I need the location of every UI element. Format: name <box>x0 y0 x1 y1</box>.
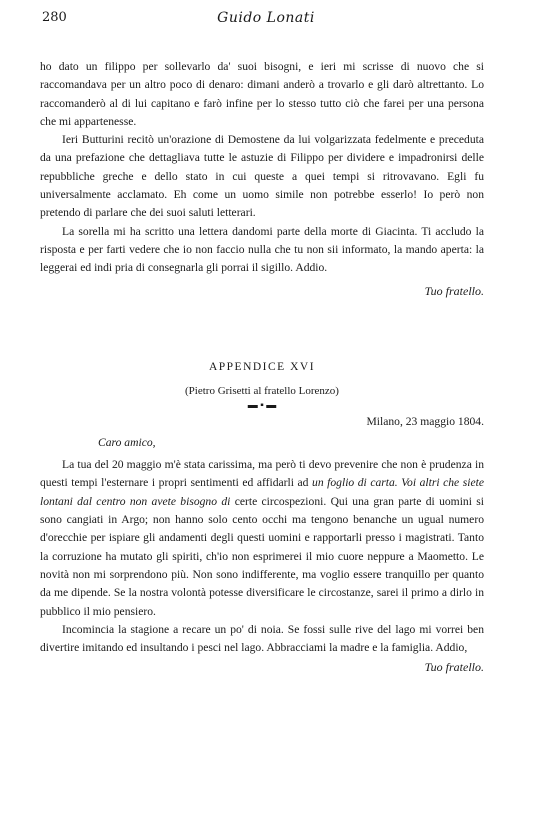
appendix-title: APPENDICE XVI <box>208 361 316 373</box>
appendix-subtitle: (Pietro Grisetti al fratello Lorenzo) <box>185 385 339 398</box>
paragraph: ho dato un filippo per sollevarlo da' suoi bisogni, e ieri mi scrisse di nuovo che si raccomandava per un altro poco di denaro: dimani anderò a trovarlo e gli darò altrettanto. Lo raccomanderò al di lui capitano e farò infine per lo stesso tutto ciò che farei per una persona che mi appartenesse. <box>40 60 484 128</box>
signature: Tuo fratello. <box>424 660 484 675</box>
paragraph: Ieri Butturini recitò un'orazione di Demostene da lui volgarizzata fedelmente e preceduta da una prefazione che dettagliava tutte le astuzie di Filippo per dividere e impadronirsi delle repubbliche greche e dello stato in cui queste a quei tempi si ritrovavano. Egli fu universalmente acclamato. Eh come un uomo simile non potrebbe esserlo! Io però non pretendo di parlare che dei suoi saluti letterari. <box>40 133 484 220</box>
page-number: 280 <box>42 10 67 25</box>
page-header <box>42 10 490 32</box>
letter-continuation <box>40 58 484 300</box>
ornament: ▬ ▪ ▬ <box>247 399 277 411</box>
signature: Tuo fratello. <box>424 283 484 298</box>
text-run: certe circospezioni. Qui una gran parte di uomini si sono cangiati in Argo; non hanno solo cento occhi ma tengono benanche un ugual numero d'orecchie per ispiare gli andamenti degli questi uomini e rapportarli presso i magistrati. Tanto la corruzione ha mutato gli spiriti, ch'io non esprimerei il mio cuore neppure a Maometto. Le novità non mi sorprendono più. Non sono indifferente, ma voglio essere tranquillo per quanto da me dipende. Se la nostra volontà potesse diversificare le circostanze, sarei il primo a dirlo in pubblico il mio pensiero. <box>40 494 484 618</box>
appendix-section <box>40 358 484 677</box>
paragraph: Incomincia la stagione a recare un po' di noia. Se fossi sulle rive del lago mi vorrei ben divertire imitando ed insultando i pesci nel lago. Abbracciami la madre e la famiglia. Addio, <box>40 622 484 655</box>
paragraph <box>40 456 484 621</box>
salutation: Caro amico, <box>98 435 156 449</box>
place-date: Milano, 23 maggio 1804. <box>366 414 484 428</box>
italic-text-run: un foglio di carta. Voi altri che siete lontani dal centro non avete bisogno di <box>40 476 484 508</box>
text-run: La tua del 20 maggio m'è stata carissima, ma però ti devo prevenire che non è prudenza in questi tempi l'esternare i propri sentimenti ed affidarli ad <box>40 458 484 490</box>
running-title: Guido Lonati <box>217 10 315 26</box>
paragraph: La sorella mi ha scritto una lettera dandomi parte della morte di Giacinta. Ti accludo la risposta e per farti vedere che io non faccio nulla che tu non sii informato, la mando aperta: la leggerai ed indi pria di consegnarla gli porrai il sigillo. Addio. <box>40 224 484 275</box>
